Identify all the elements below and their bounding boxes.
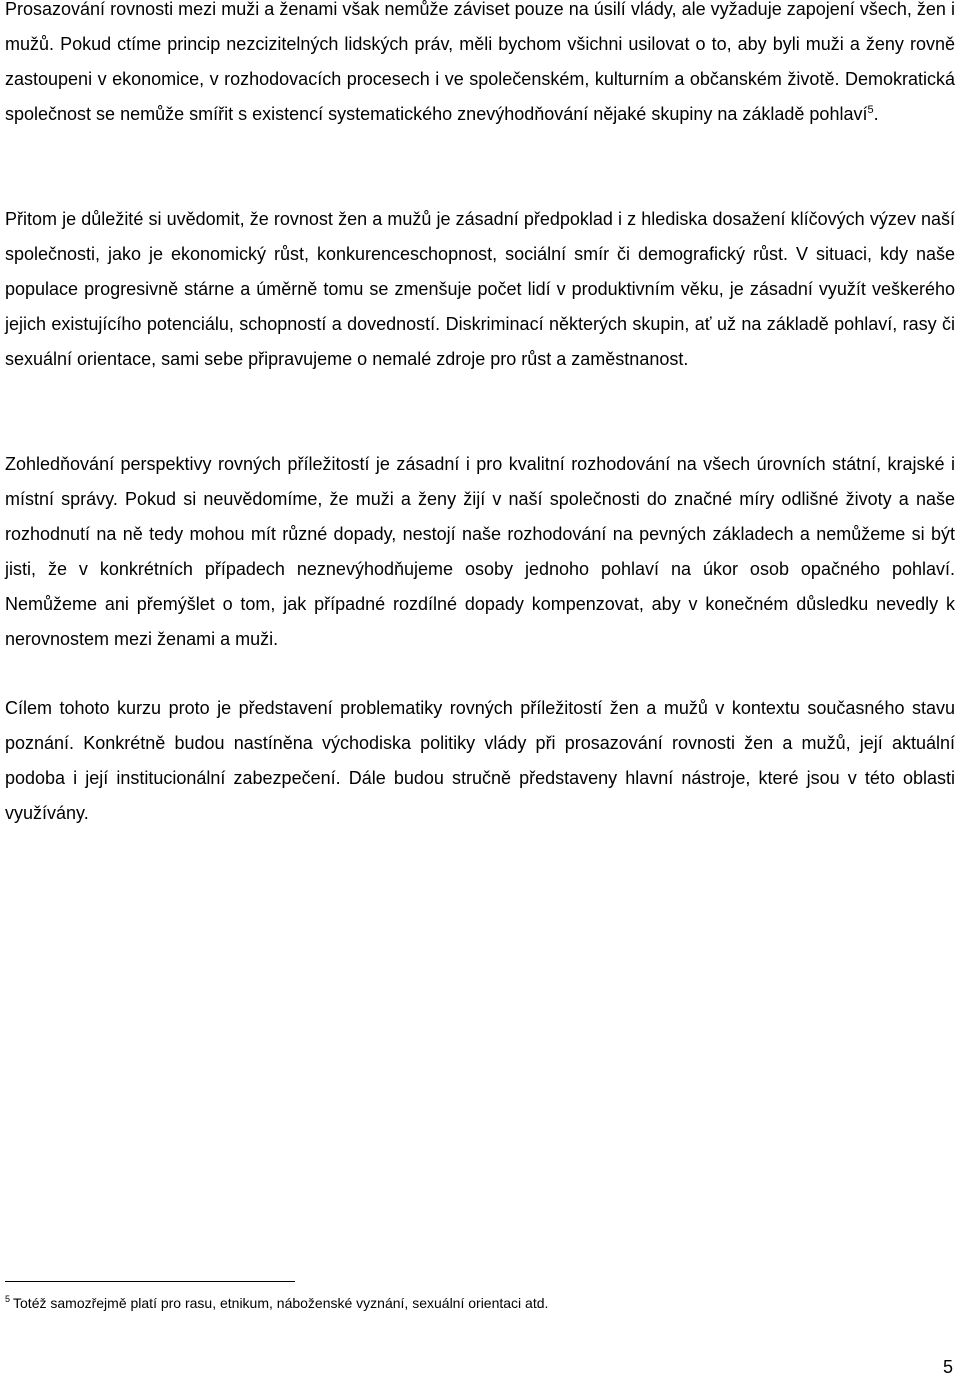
footnote-reference: 5 [867,104,874,116]
footnote-text: Totéž samozřejmě platí pro rasu, etnikum, náboženské vyznání, sexuální orientaci atd. [13,1295,549,1311]
paragraph-1-text: Prosazování rovnosti mezi muži a ženami však nemůže záviset pouze na úsilí vlády, ale vyžaduje zapojení všech, žen i mužů. Pokud ctíme princip nezcizitelných lidských práv, měli bychom všichni usilovat o to, aby byli muži a ženy rovně zastoupeni v ekonomice, v rozhodovacích procesech i ve společenském, kulturním a občanském životě. Demokratická společnost se nemůže smířit s existencí systematického znevýhodňování nějaké skupiny na základě pohlaví [5,0,955,124]
footnote-separator [5,1281,295,1282]
paragraph-2: Přitom je důležité si uvědomit, že rovnost žen a mužů je zásadní předpoklad i z hlediska dosažení klíčových výzev naší společnosti, jako je ekonomický růst, konkurenceschopnost, sociální smír či demografický růst. V situaci, kdy naše populace progresivně stárne a úměrně tomu se zmenšuje počet lidí v produktivním věku, je zásadní využít veškerého jejich existujícího potenciálu, schopností a dovedností. Diskriminací některých skupin, ať už na základě pohlaví, rasy či sexuální orientace, sami sebe připravujeme o nemalé zdroje pro růst a zaměstnanost. [5,209,955,369]
page-number: 5 [942,1357,953,1377]
paragraph-4: Cílem tohoto kurzu proto je představení problematiky rovných příležitostí žen a mužů v kontextu současného stavu poznání. Konkrétně budou nastíněna východiska politiky vlády při prosazování rovnosti žen a mužů, její aktuální podoba i její institucionální zabezpečení. Dále budou stručně představeny hlavní nástroje, které jsou v této oblasti využívány. [5,698,955,823]
paragraph-1 [5,0,955,132]
paragraph-1-end: . [873,104,879,124]
footnote-number: 5 [5,1294,11,1305]
paragraph-3: Zohledňování perspektivy rovných příležitostí je zásadní i pro kvalitní rozhodování na všech úrovních státní, krajské i místní správy. Pokud si neuvědomíme, že muži a ženy žijí v naší společnosti do značné míry odlišné životy a naše rozhodnutí na ně tedy mohou mít různé dopady, nestojí naše rozhodování na pevných základech a nemůžeme si být jisti, že v konkrétních případech neznevýhodňujeme osoby jednoho pohlaví na úkor osob opačného pohlaví. Nemůžeme ani přemýšlet o tom, jak případné rozdílné dopady kompenzovat, aby v konečném důsledku nevedly k nerovnostem mezi ženami a muži. [5,454,955,649]
footnote [5,1293,548,1313]
